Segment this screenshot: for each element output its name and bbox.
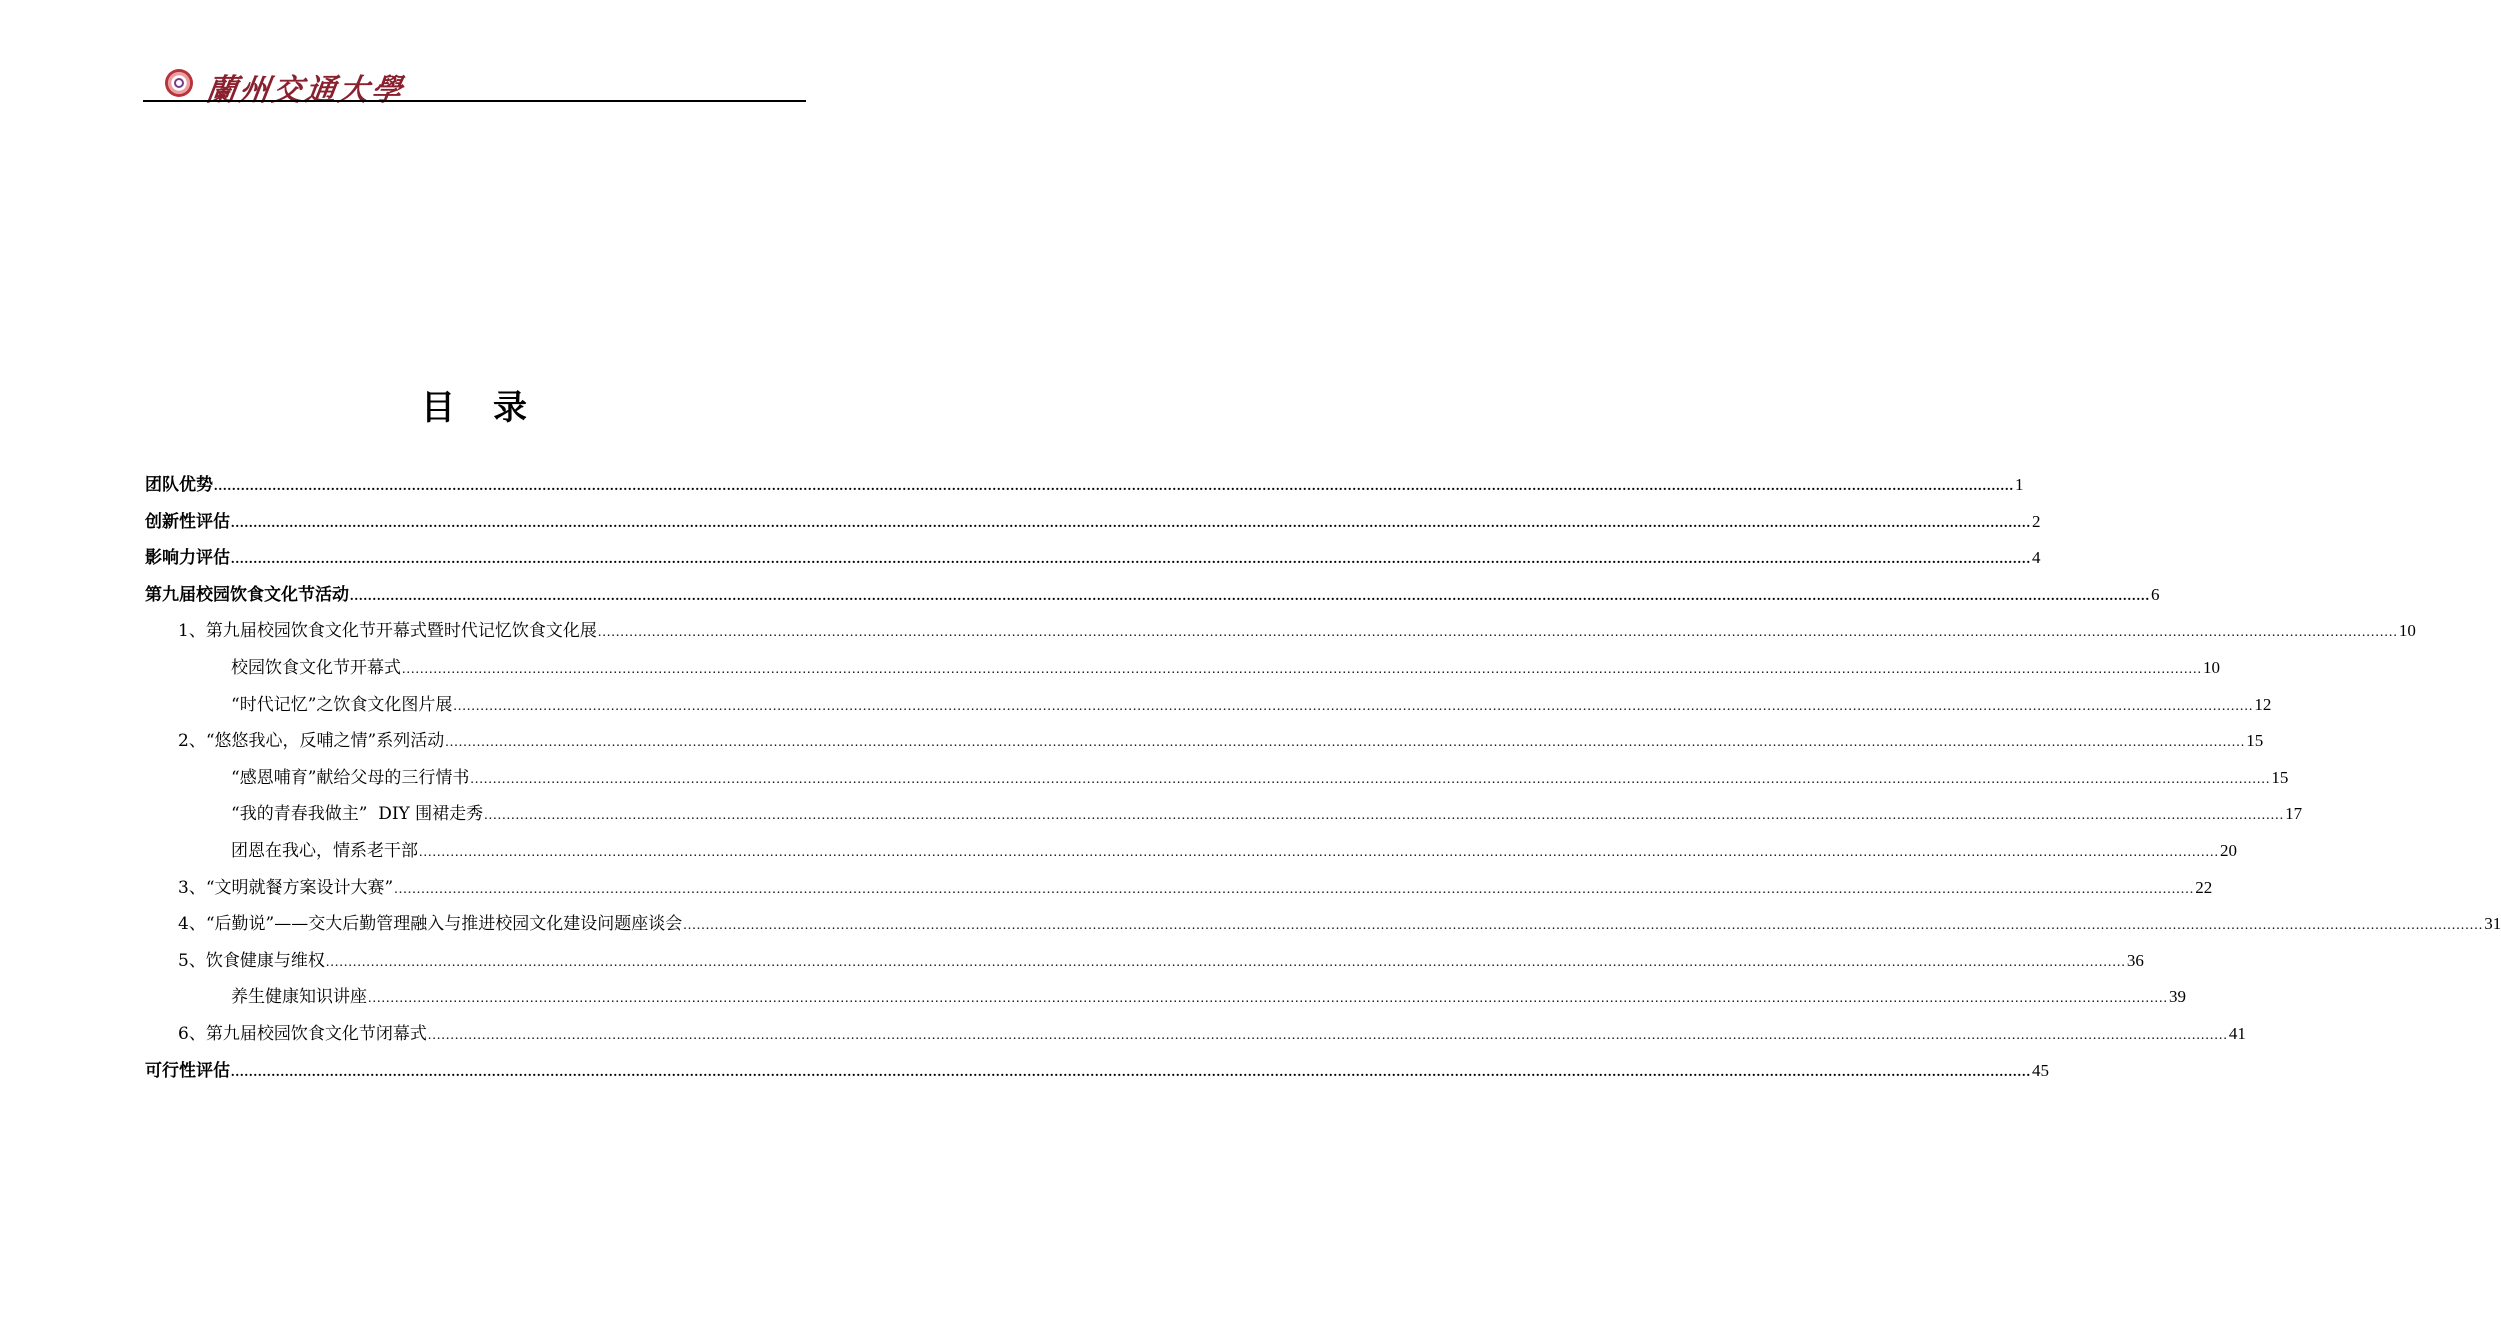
toc-leader-dots: ................................................................................................................................................................................................................................................................................................................................................................................................................ [470, 772, 2271, 787]
toc-leader-dots: ................................................................................................................................................................................................................................................................................................................................................................................................................ [350, 589, 2150, 604]
toc-page-number: 31 [2484, 914, 2501, 933]
toc-leader-dots: ................................................................................................................................................................................................................................................................................................................................................................................................................ [419, 845, 2219, 860]
toc-entry-title: 养生健康知识讲座 [231, 987, 367, 1007]
toc-entry[interactable] [178, 946, 2144, 976]
toc-leader-dots: ................................................................................................................................................................................................................................................................................................................................................................................................................ [445, 735, 2246, 750]
toc-entry-title: 团队优势 [145, 475, 213, 495]
toc-page-number: 41 [2228, 1024, 2246, 1043]
toc-entry-title: 创新性评估 [145, 512, 230, 532]
toc-entry-title: “时代记忆”之饮食文化图片展 [231, 695, 453, 715]
toc-page-number: 6 [2151, 585, 2160, 604]
toc-leader-dots: ................................................................................................................................................................................................................................................................................................................................................................................................................ [427, 1028, 2228, 1043]
toc-page-number: 12 [2254, 695, 2272, 714]
university-logo-text: 蘭州交通大學 [204, 73, 407, 108]
toc-leader-dots: ................................................................................................................................................................................................................................................................................................................................................................................................................ [231, 1065, 2031, 1080]
toc-entry[interactable] [145, 507, 2041, 537]
toc-leader-dots: ................................................................................................................................................................................................................................................................................................................................................................................................................ [453, 699, 2254, 714]
toc-entry-title: 5、饮食健康与维权 [178, 951, 325, 971]
toc-entry-title: 6、第九届校园饮食文化节闭幕式 [178, 1024, 427, 1044]
toc-leader-dots: ................................................................................................................................................................................................................................................................................................................................................................................................................ [368, 991, 2168, 1006]
toc-entry[interactable] [231, 763, 2289, 793]
header-divider [143, 100, 806, 102]
toc-entry-title: 校园饮食文化节开幕式 [231, 658, 401, 678]
toc-leader-dots: ................................................................................................................................................................................................................................................................................................................................................................................................................ [394, 882, 2195, 897]
university-seal-icon [165, 69, 193, 97]
toc-page-number: 1 [2015, 475, 2024, 494]
toc-entry[interactable] [145, 1056, 2049, 1086]
toc-leader-dots: ................................................................................................................................................................................................................................................................................................................................................................................................................ [231, 516, 2031, 531]
toc-entry[interactable] [145, 543, 2041, 573]
toc-leader-dots: ................................................................................................................................................................................................................................................................................................................................................................................................................ [683, 918, 2484, 933]
toc-page-number: 4 [2032, 548, 2041, 567]
toc-leader-dots: ................................................................................................................................................................................................................................................................................................................................................................................................................ [597, 625, 2398, 640]
toc-page-number: 20 [2220, 841, 2237, 860]
page-header [143, 62, 806, 108]
toc-page-number: 36 [2126, 951, 2144, 970]
toc-entry[interactable] [145, 470, 2024, 500]
toc-page-number: 39 [2169, 987, 2186, 1006]
toc-page-number: 2 [2032, 512, 2041, 531]
toc-entry[interactable] [231, 690, 2272, 720]
toc-page-number: 17 [2285, 804, 2303, 823]
toc-page-number: 45 [2032, 1061, 2049, 1080]
toc-page-number: 10 [2398, 621, 2416, 640]
toc-entry[interactable] [231, 799, 2303, 829]
toc-entry[interactable] [178, 873, 2213, 903]
toc-entry[interactable] [231, 836, 2237, 866]
toc-entry[interactable] [178, 616, 2416, 646]
toc-entry[interactable] [178, 726, 2264, 756]
toc-page-number: 15 [2271, 768, 2289, 787]
toc-entry-title: “我的青春我做主” DIY 围裙走秀 [231, 804, 484, 824]
toc-entry[interactable] [178, 909, 2501, 939]
toc-entry[interactable] [231, 982, 2186, 1012]
toc-entry-title: “感恩哺育”献给父母的三行情书 [231, 768, 470, 788]
toc-entry-title: 3、“文明就餐方案设计大赛” [178, 878, 394, 898]
toc-entry-title: 2、“悠悠我心，反哺之情”系列活动 [178, 731, 445, 751]
toc-leader-dots: ................................................................................................................................................................................................................................................................................................................................................................................................................ [231, 552, 2031, 567]
toc-title: 目 录 [421, 388, 529, 428]
toc-leader-dots: ................................................................................................................................................................................................................................................................................................................................................................................................................ [325, 955, 2126, 970]
toc-entry-title: 团恩在我心，情系老干部 [231, 841, 418, 861]
toc-page-number: 10 [2203, 658, 2220, 677]
toc-entry[interactable] [178, 1019, 2246, 1049]
toc-entry-title: 可行性评估 [145, 1061, 230, 1081]
toc-leader-dots: ................................................................................................................................................................................................................................................................................................................................................................................................................ [484, 808, 2285, 823]
toc-leader-dots: ................................................................................................................................................................................................................................................................................................................................................................................................................ [402, 662, 2202, 677]
toc-entry-title: 4、“后勤说”——交大后勤管理融入与推进校园文化建设问题座谈会 [178, 914, 683, 934]
toc-page-number: 15 [2246, 731, 2264, 750]
toc-entry-title: 第九届校园饮食文化节活动 [145, 585, 349, 605]
toc-entry[interactable] [231, 653, 2220, 683]
toc-page-number: 22 [2195, 878, 2213, 897]
toc-entry-title: 1、第九届校园饮食文化节开幕式暨时代记忆饮食文化展 [178, 621, 597, 641]
toc-entry[interactable] [145, 580, 2160, 610]
toc-leader-dots: ................................................................................................................................................................................................................................................................................................................................................................................................................ [214, 479, 2014, 494]
toc-entry-title: 影响力评估 [145, 548, 230, 568]
